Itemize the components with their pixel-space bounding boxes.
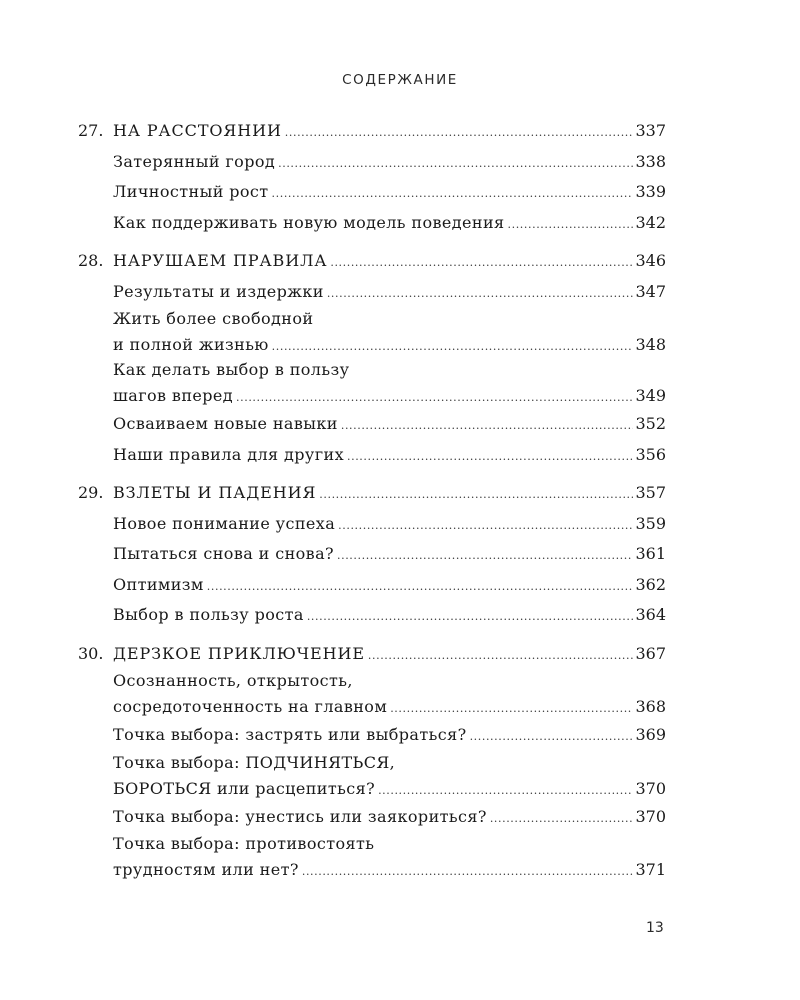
page-number: 361 [635, 544, 666, 563]
page-number: 369 [635, 725, 666, 744]
chapter-27 [78, 116, 666, 238]
section-title: Как поддерживать новую модель поведения [113, 212, 505, 232]
page-number: 349 [635, 386, 666, 405]
section-entry[interactable] [78, 177, 666, 208]
section-title: Наши правила для других [113, 444, 344, 464]
chapter-heading[interactable] [78, 246, 666, 277]
page-number: 370 [635, 778, 666, 798]
chapter-28 [78, 246, 666, 470]
chapter-heading[interactable] [78, 639, 666, 670]
section-title: Осваиваем новые навыки [113, 414, 338, 433]
chapter-number: 29. [78, 483, 104, 502]
section-title: Личностный рост [113, 182, 269, 201]
section-entry[interactable] [78, 208, 666, 239]
chapter-number: 30. [78, 643, 104, 663]
chapter-title: НА РАССТОЯНИИ [113, 121, 282, 140]
section-title: Оптимизм [113, 574, 204, 594]
dot-leader [490, 804, 634, 835]
section-title-line-2: шагов вперед [113, 386, 234, 405]
section-title: Точка выбора: застрять или выбраться? [113, 725, 467, 744]
dot-leader [368, 641, 634, 672]
dot-leader [278, 149, 633, 180]
dot-leader [307, 602, 634, 633]
section-title: Результаты и издержки [113, 281, 324, 301]
page-number: 338 [635, 151, 666, 171]
section-entry[interactable] [78, 147, 666, 178]
dot-leader [390, 695, 633, 722]
section-title: Пытаться снова и снова? [113, 544, 335, 563]
chapter-title: ДЕРЗКОЕ ПРИКЛЮЧЕНИЕ [113, 643, 365, 663]
page-number: 364 [635, 605, 666, 624]
dot-leader [338, 511, 633, 542]
section-entry[interactable] [78, 307, 666, 358]
section-title: Выбор в пользу роста [113, 605, 304, 624]
page-number: 370 [635, 806, 666, 826]
section-title-line-1: Точка выбора: противостоять [113, 834, 375, 853]
dot-leader [285, 118, 634, 149]
chapter-29 [78, 478, 666, 631]
page-number: 346 [635, 251, 666, 270]
section-title-line-1: Точка выбора: ПОДЧИНЯТЬСЯ, [113, 752, 396, 772]
dot-leader [272, 179, 634, 210]
dot-leader [347, 442, 633, 473]
chapter-number: 27. [78, 121, 104, 140]
dot-leader [327, 279, 634, 310]
page-number: 362 [635, 574, 666, 594]
section-entry[interactable] [78, 539, 666, 570]
section-entry[interactable] [78, 669, 666, 720]
page-number: 342 [635, 212, 666, 232]
page-number: 339 [635, 182, 666, 201]
page-number: 368 [635, 697, 666, 716]
section-title-line-1: Осознанность, открытость, [113, 671, 353, 690]
section-title: Новое понимание успеха [113, 513, 336, 533]
page-number: 347 [635, 281, 666, 301]
chapter-30 [78, 639, 666, 884]
section-entry[interactable] [78, 409, 666, 440]
section-entry[interactable] [78, 832, 666, 883]
section-title-line-2: БОРОТЬСЯ или расцепиться? [113, 778, 376, 798]
section-title-line-1: Жить более свободной [113, 309, 314, 328]
dot-leader [341, 411, 634, 442]
chapter-number: 28. [78, 251, 104, 270]
section-entry[interactable] [78, 277, 666, 308]
section-entry[interactable] [78, 751, 666, 802]
section-entry[interactable] [78, 358, 666, 409]
table-of-contents [78, 116, 666, 891]
chapter-title: НАРУШАЕМ ПРАВИЛА [113, 251, 328, 270]
page-number: 352 [635, 414, 666, 433]
section-entry[interactable] [78, 570, 666, 601]
page-number: 356 [635, 444, 666, 464]
page-number: 357 [635, 483, 666, 502]
dot-leader [302, 858, 634, 885]
page-number: 348 [635, 335, 666, 354]
page-number: 337 [635, 121, 666, 140]
section-entry[interactable] [78, 600, 666, 631]
page-number: 359 [635, 513, 666, 533]
dot-leader [207, 572, 634, 603]
chapter-heading[interactable] [78, 116, 666, 147]
section-title-line-2: сосредоточенность на главном [113, 697, 388, 716]
running-header: СОДЕРЖАНИЕ [342, 72, 458, 88]
dot-leader [272, 333, 634, 360]
chapter-title: ВЗЛЕТЫ И ПАДЕНИЯ [113, 483, 317, 502]
section-entry[interactable] [78, 720, 666, 751]
section-title: Затерянный город [113, 151, 276, 171]
section-entry[interactable] [78, 440, 666, 471]
dot-leader [319, 480, 633, 511]
section-title: Точка выбора: унестись или заякориться? [113, 806, 487, 826]
section-entry[interactable] [78, 509, 666, 540]
page-number: 367 [635, 643, 666, 663]
dot-leader [378, 777, 633, 804]
chapter-heading[interactable] [78, 478, 666, 509]
dot-leader [236, 384, 633, 411]
section-title-line-2: и полной жизнью [113, 335, 269, 354]
section-entry[interactable] [78, 802, 666, 833]
dot-leader [470, 722, 634, 753]
dot-leader [337, 541, 633, 572]
section-title-line-2: трудностям или нет? [113, 860, 299, 879]
dot-leader [330, 248, 633, 279]
section-title-line-1: Как делать выбор в пользу [113, 360, 350, 379]
page-number: 371 [635, 860, 666, 879]
folio-page-number: 13 [646, 920, 664, 936]
dot-leader [508, 210, 634, 241]
